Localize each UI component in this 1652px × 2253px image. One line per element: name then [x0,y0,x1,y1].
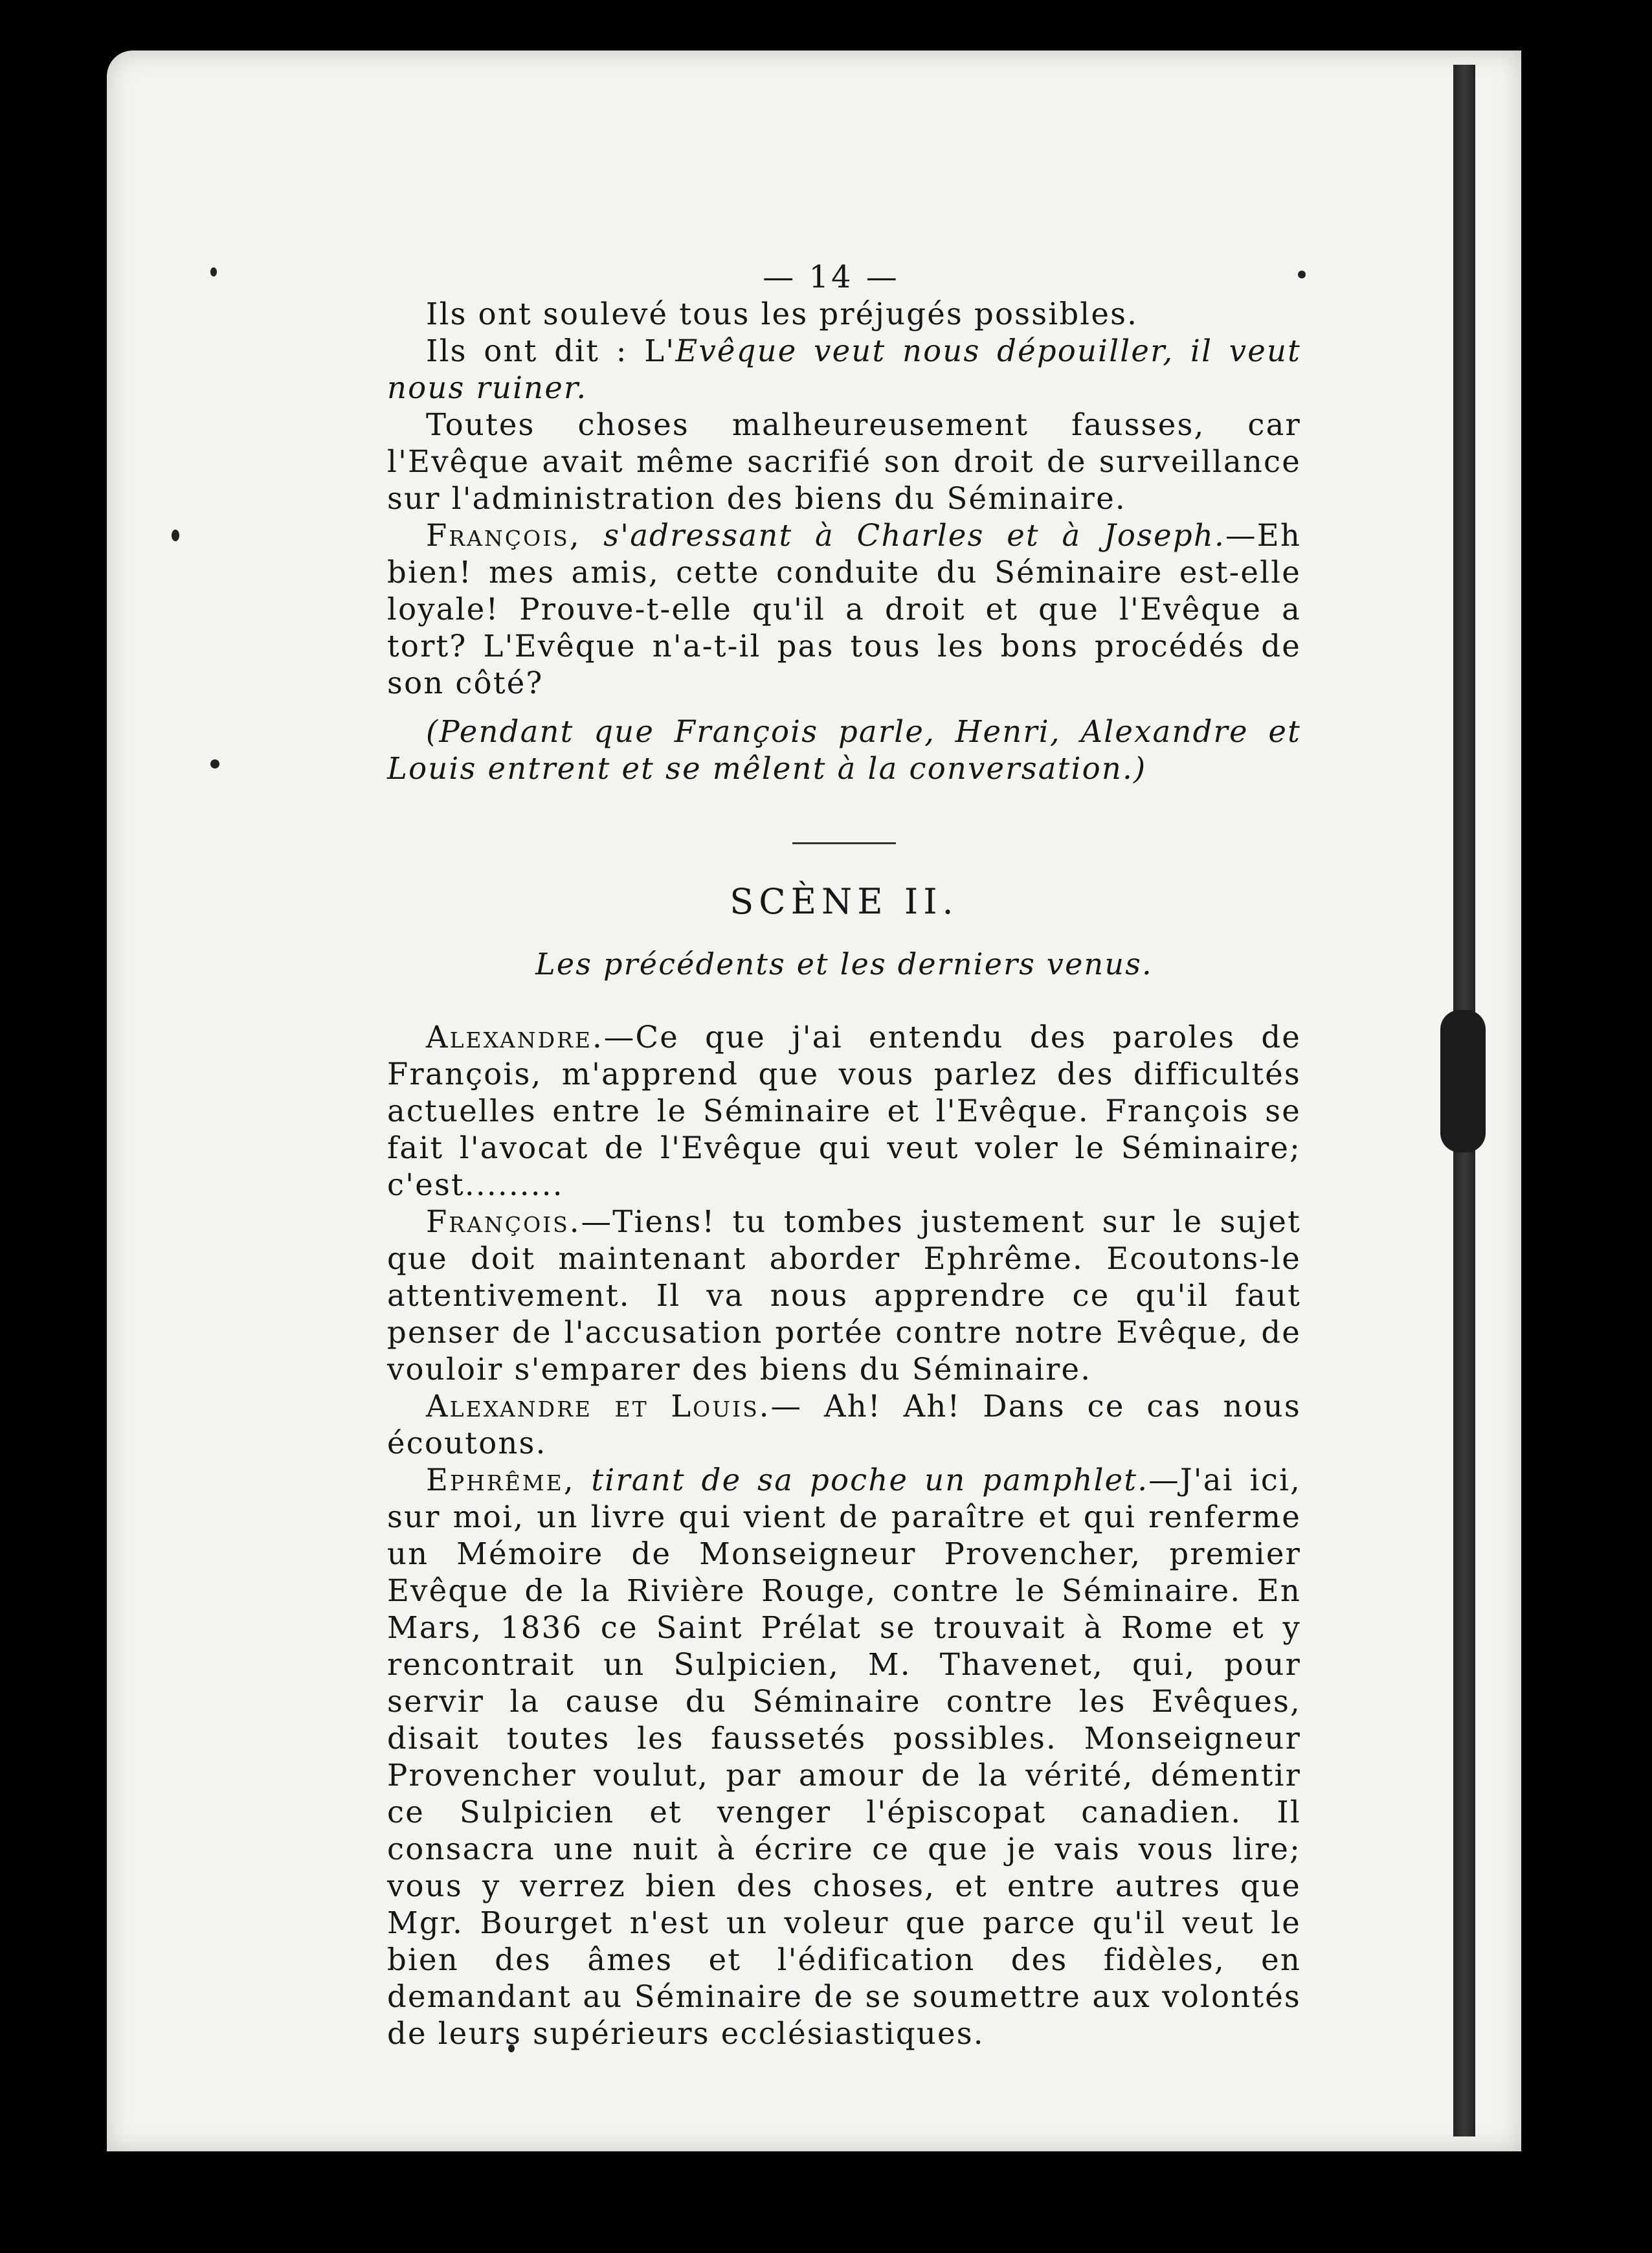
page-number: — 14 — [763,259,900,295]
speaker-name: Alexandre. [426,1020,604,1055]
scene-title: SCÈNE II. [730,881,959,922]
ink-speck [210,267,217,276]
dialogue-line [387,517,1301,702]
dialogue-text: —Tiens! tu tombes justement sur le sujet que doit maintenant aborder Ephrême. Ecoutons-le attentivement. Il va nous apprendre ce qu'il faut penser de l'accusation portée contre notre Evêque, de vouloir s'emparer des biens du Séminaire. [387,1204,1301,1387]
speaker-name: Alexandre et Louis. [426,1389,771,1424]
paragraph [387,407,1301,517]
speaker-direction: tirant de sa poche un pamphlet. [591,1463,1149,1497]
paragraph [387,333,1301,407]
dialogue-line [387,1019,1301,1204]
speaker-direction: s'adressant à Charles et à Joseph. [603,518,1225,553]
speaker-name: François, [426,518,581,553]
paragraph [387,296,1301,333]
dialogue-line [387,1204,1301,1388]
paragraph-quote: Evêque veut nous dépouiller, il veut nous ruiner. [387,333,1301,405]
dialogue-text: — Ah! Ah! Dans ce cas nous écoutons. [387,1389,1301,1461]
dialogue-line [387,1462,1301,2052]
scene-subtitle: Les précédents et les derniers venus. [535,947,1153,981]
ink-speck [172,530,179,541]
dialogue-text: —J'ai ici, sur moi, un livre qui vient de paraître et qui renferme un Mémoire de Monseigneur Provencher, premier Evêque de la Rivière Rouge, contre le Séminaire. En Mars, 1836 ce Saint Prélat se trouvait à Rome et y rencontrait un Sulpicien, M. Thavenet, qui, pour servir la cause du Séminaire contre les Evêques, disait toutes les faussetés possibles. Monseigneur Provencher voulut, par amour de la vérité, démentir ce Sulpicien et venger l'épiscopat canadien. Il consacra une nuit à écrire ce que je vais vous lire; vous y verrez bien des choses, et entre autres que Mgr. Bourget n'est un voleur que parce qu'il veut le bien des âmes et l'édification des fidèles, en demandant au Séminaire de se soumettre aux volontés de leurs supérieurs ecclésiastiques. [387,1463,1301,2051]
speaker-name: François. [426,1204,581,1239]
paragraph-text: Toutes choses malheureusement fausses, car l'Evêque avait même sacrifié son droit de surveillance sur l'administration des biens du Séminaire. [387,407,1301,516]
section-rule [792,842,896,844]
paragraph-text: Ils ont soulevé tous les préjugés possibles. [426,297,1139,331]
dialogue-text: —Eh bien! mes amis, cette conduite du Séminaire est-elle loyale! Prouve-t-elle qu'il a droit et que l'Evêque a tort? L'Evêque n'a-t-il pas tous les bons procédés de son côté? [387,518,1301,701]
stage-direction: (Pendant que François parle, Henri, Alexandre et Louis entrent et se mêlent à la conversation.) [387,714,1301,786]
page-text [387,259,1301,2052]
ink-speck [210,759,219,768]
speaker-name: Ephrême, [426,1463,575,1497]
dialogue-line [387,1388,1301,1462]
binding-blot [1440,1010,1486,1152]
paragraph-lead: Ils ont dit : L' [426,333,676,368]
dialogue-text: —Ce que j'ai entendu des paroles de François, m'apprend que vous parlez des difficultés actuelles entre le Séminaire et l'Evêque. François se fait l'avocat de l'Evêque qui veut voler le Séminaire; c'est......... [387,1020,1301,1202]
